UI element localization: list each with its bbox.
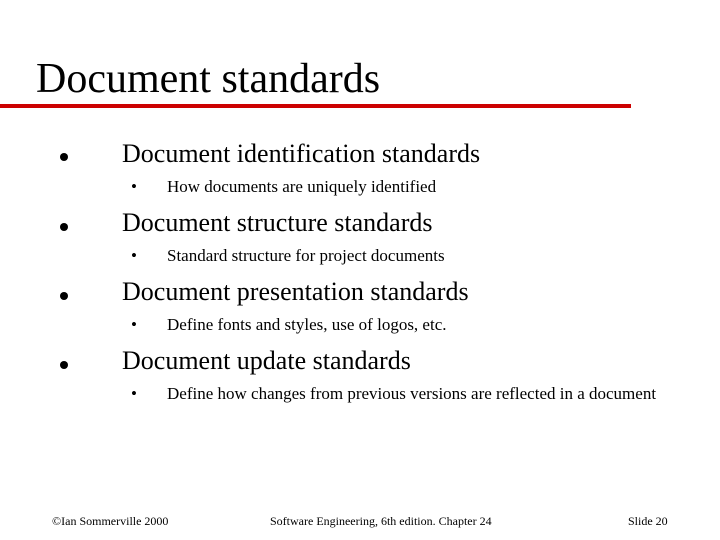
bullet-dot [60, 292, 68, 300]
sub-bullet-text: Define fonts and styles, use of logos, etc. [167, 315, 447, 334]
slide-title: Document standards [36, 56, 381, 102]
bullet-dot [60, 223, 68, 231]
sub-bullet-text: Standard structure for project documents [167, 246, 445, 265]
sub-bullet-text: Define how changes from previous versions are reflected in a document [167, 384, 657, 403]
footer-copyright: ©Ian Sommerville 2000 [52, 514, 169, 528]
bullet-dot [60, 361, 68, 369]
sub-bullet-text: How documents are uniquely identified [167, 177, 437, 196]
sub-bullet-marker: • [131, 315, 137, 334]
bullet-text: Document presentation standards [122, 277, 469, 306]
bullet-text: Document update standards [122, 346, 411, 375]
bullet-text: Document structure standards [122, 208, 433, 237]
sub-bullet-marker: • [131, 384, 137, 403]
sub-bullet-marker: • [131, 246, 137, 265]
footer-course: Software Engineering, 6th edition. Chapter 24 [270, 514, 492, 528]
bullet-dot [60, 153, 68, 161]
footer-slide-number: Slide 20 [628, 514, 668, 528]
sub-bullet-marker: • [131, 177, 137, 196]
bullet-text: Document identification standards [122, 139, 481, 168]
